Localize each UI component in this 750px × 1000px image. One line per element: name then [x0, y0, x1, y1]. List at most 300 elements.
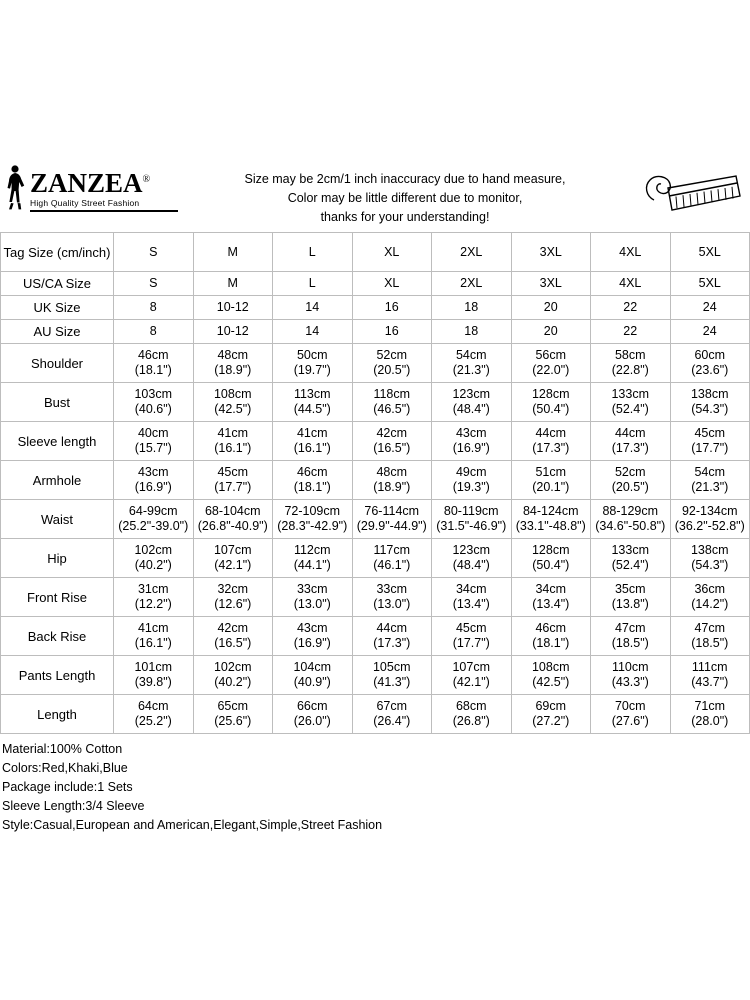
cell: [114, 320, 194, 344]
cell-inch: (13.4"): [532, 597, 570, 611]
cell: [273, 272, 353, 296]
cell: [352, 500, 432, 539]
cell-cm: 128cm: [531, 387, 570, 401]
row-header-tag-size: [1, 233, 114, 272]
cell: [432, 617, 512, 656]
row-header-uk-size: UK Size: [1, 296, 114, 320]
cell: [193, 656, 273, 695]
cell: [511, 422, 591, 461]
cell: [273, 233, 353, 272]
cell: [114, 383, 194, 422]
detail-style: Style:Casual,European and American,Elegant,Simple,Street Fashion: [2, 818, 383, 832]
cell-inch: (28.0"): [691, 714, 729, 728]
cell: [511, 344, 591, 383]
cell-inch: (52.4"): [611, 402, 649, 416]
cell-cm: 108cm: [213, 387, 252, 401]
cell: [193, 233, 273, 272]
cell: [193, 296, 273, 320]
cell: [114, 578, 194, 617]
cell: [273, 383, 353, 422]
cell-cm: 8: [149, 324, 157, 338]
cell-cm: 113cm: [293, 387, 331, 401]
cell: [352, 272, 432, 296]
cell-cm: 14: [305, 300, 320, 314]
cell-cm: M: [227, 276, 238, 290]
cell: [193, 422, 273, 461]
row-header-length: Length: [1, 695, 114, 734]
cell-inch: (16.1"): [134, 636, 172, 650]
cell-cm: M: [227, 244, 238, 259]
cell: [352, 320, 432, 344]
cell-cm: 69cm: [535, 699, 567, 713]
cell-cm: 2XL: [460, 276, 483, 290]
cell-inch: (18.1"): [134, 363, 172, 377]
cell: [193, 320, 273, 344]
cell-cm: 133cm: [611, 387, 650, 401]
cell-inch: (13.4"): [452, 597, 490, 611]
cell-cm: 68-104cm: [204, 504, 261, 518]
cell-cm: 67cm: [376, 699, 408, 713]
cell: [273, 695, 353, 734]
cell-inch: (13.8"): [611, 597, 649, 611]
cell-cm: 43cm: [296, 621, 328, 635]
cell-cm: 47cm: [694, 621, 726, 635]
cell: [273, 656, 353, 695]
detail-material: Material:100% Cotton: [2, 742, 123, 756]
size-chart-sheet: [0, 160, 750, 835]
cell: [511, 500, 591, 539]
cell-cm: 41cm: [137, 621, 169, 635]
cell-inch: (14.2"): [691, 597, 729, 611]
cell-inch: (28.3"-42.9"): [277, 519, 348, 533]
cell: [670, 461, 750, 500]
cell-cm: 18: [464, 324, 479, 338]
cell-cm: 104cm: [293, 660, 332, 674]
brand-name: [30, 166, 178, 197]
cell-cm: 5XL: [698, 276, 721, 290]
registered-mark: ®: [142, 174, 151, 185]
cell-cm: 34cm: [455, 582, 487, 596]
cell-cm: 45cm: [455, 621, 487, 635]
cell: [591, 539, 671, 578]
chart-header: [0, 160, 750, 232]
detail-package: Package include:1 Sets: [2, 780, 133, 794]
cell-cm: 44cm: [535, 426, 567, 440]
table-row: [1, 656, 750, 695]
cell: [114, 617, 194, 656]
cell-cm: 10-12: [216, 324, 249, 338]
cell-cm: 102cm: [213, 660, 252, 674]
cell-cm: 128cm: [531, 543, 570, 557]
cell-cm: 68cm: [455, 699, 487, 713]
cell-inch: (18.9"): [214, 363, 252, 377]
cell-cm: 108cm: [531, 660, 570, 674]
cell: [591, 383, 671, 422]
cell: [511, 539, 591, 578]
cell: [591, 656, 671, 695]
cell-cm: 133cm: [611, 543, 650, 557]
notice-line-3: thanks for your understanding!: [320, 210, 490, 224]
cell: [114, 422, 194, 461]
cell: [114, 344, 194, 383]
cell-inch: (17.7"): [214, 480, 252, 494]
brand-logo: [6, 164, 186, 212]
cell-inch: (46.1"): [373, 558, 411, 572]
cell: [511, 695, 591, 734]
cell-cm: 46cm: [296, 465, 328, 479]
cell-inch: (22.0"): [532, 363, 570, 377]
row-header-pants-length: Pants Length: [1, 656, 114, 695]
cell-cm: 107cm: [213, 543, 252, 557]
row-header-front-rise: Front Rise: [1, 578, 114, 617]
brand-tagline: High Quality Street Fashion: [30, 198, 140, 208]
cell: [670, 656, 750, 695]
cell-inch: (25.2"): [134, 714, 172, 728]
cell-cm: 58cm: [614, 348, 646, 362]
cell: [193, 500, 273, 539]
cell-inch: (16.1"): [293, 441, 331, 455]
cell-cm: 49cm: [455, 465, 487, 479]
cell-inch: (18.1"): [532, 636, 570, 650]
cell-cm: 20: [543, 300, 558, 314]
cell: [193, 272, 273, 296]
cell: [352, 617, 432, 656]
cell: [114, 296, 194, 320]
cell-cm: 45cm: [217, 465, 249, 479]
brand-text-block: [30, 164, 178, 212]
cell-cm: 60cm: [694, 348, 726, 362]
cell-inch: (40.9"): [293, 675, 331, 689]
cell-inch: (42.1"): [452, 675, 490, 689]
cell: [273, 617, 353, 656]
cell-cm: 54cm: [455, 348, 487, 362]
row-header-armhole: Armhole: [1, 461, 114, 500]
cell-cm: 24: [702, 300, 717, 314]
cell-inch: (20.1"): [532, 480, 570, 494]
row-label-line-1: Tag Size: [3, 244, 54, 260]
cell: [432, 578, 512, 617]
cell-cm: 52cm: [376, 348, 408, 362]
cell: [114, 500, 194, 539]
product-details: [0, 734, 750, 835]
cell-cm: 50cm: [296, 348, 328, 362]
cell: [193, 578, 273, 617]
cell: [273, 578, 353, 617]
cell-inch: (48.4"): [452, 402, 490, 416]
cell: [591, 344, 671, 383]
cell-cm: 105cm: [372, 660, 411, 674]
cell-inch: (12.6"): [214, 597, 252, 611]
cell-inch: (20.5"): [373, 363, 411, 377]
cell: [511, 461, 591, 500]
table-row: [1, 578, 750, 617]
cell-inch: (16.1"): [214, 441, 252, 455]
measurement-notice: [186, 164, 624, 227]
cell-inch: (43.7"): [691, 675, 729, 689]
cell: [193, 539, 273, 578]
cell-cm: 20: [543, 324, 558, 338]
cell-cm: 22: [623, 300, 638, 314]
table-row: [1, 617, 750, 656]
cell-inch: (46.5"): [373, 402, 411, 416]
cell-inch: (18.9"): [373, 480, 411, 494]
cell-cm: 32cm: [217, 582, 249, 596]
cell-inch: (16.5"): [214, 636, 252, 650]
cell: [670, 383, 750, 422]
cell: [432, 344, 512, 383]
table-row: [1, 422, 750, 461]
cell-cm: 14: [305, 324, 320, 338]
cell: [511, 617, 591, 656]
cell-inch: (19.3"): [452, 480, 490, 494]
cell-inch: (42.1"): [214, 558, 252, 572]
cell-inch: (20.5"): [611, 480, 649, 494]
cell-inch: (17.7"): [452, 636, 490, 650]
cell-cm: 43cm: [137, 465, 169, 479]
cell: [591, 617, 671, 656]
cell: [432, 383, 512, 422]
cell-cm: 117cm: [373, 543, 411, 557]
cell-cm: 138cm: [690, 387, 729, 401]
cell-inch: (21.3"): [691, 480, 729, 494]
cell: [352, 656, 432, 695]
cell: [114, 539, 194, 578]
cell-cm: 5XL: [698, 244, 721, 259]
cell-inch: (26.0"): [293, 714, 331, 728]
cell-cm: 76-114cm: [364, 504, 420, 518]
cell-inch: (54.3"): [691, 558, 729, 572]
size-table-body: [1, 233, 750, 734]
cell: [273, 500, 353, 539]
cell-inch: (18.5"): [691, 636, 729, 650]
cell: [511, 296, 591, 320]
cell-inch: (43.3"): [611, 675, 649, 689]
cell: [114, 233, 194, 272]
cell: [193, 344, 273, 383]
cell-inch: (50.4"): [532, 402, 570, 416]
cell: [193, 461, 273, 500]
cell-inch: (12.2"): [134, 597, 172, 611]
cell-cm: 40cm: [137, 426, 169, 440]
cell-inch: (18.5"): [611, 636, 649, 650]
cell-inch: (26.4"): [373, 714, 411, 728]
table-row: [1, 383, 750, 422]
tape-measure-icon: [624, 164, 744, 228]
cell-cm: 101cm: [134, 660, 173, 674]
cell-cm: 65cm: [217, 699, 249, 713]
cell-cm: 110cm: [611, 660, 649, 674]
cell-cm: XL: [384, 244, 400, 259]
cell: [591, 695, 671, 734]
cell-inch: (29.9"-44.9"): [356, 519, 427, 533]
cell-inch: (25.6"): [214, 714, 252, 728]
cell-cm: 2XL: [460, 244, 483, 259]
cell-cm: 34cm: [535, 582, 567, 596]
cell-inch: (18.1"): [293, 480, 331, 494]
size-table: [0, 232, 750, 734]
cell-cm: 16: [384, 324, 399, 338]
row-label-line-2: (cm/inch): [57, 244, 111, 260]
cell-inch: (26.8"-40.9"): [197, 519, 268, 533]
cell: [352, 539, 432, 578]
cell: [670, 500, 750, 539]
cell-cm: 43cm: [455, 426, 487, 440]
cell-cm: S: [149, 276, 158, 290]
cell: [591, 296, 671, 320]
cell-inch: (27.6"): [611, 714, 649, 728]
cell: [352, 296, 432, 320]
cell: [670, 422, 750, 461]
table-row: [1, 539, 750, 578]
cell-cm: 52cm: [614, 465, 646, 479]
table-row: [1, 272, 750, 296]
cell: [352, 578, 432, 617]
table-row: [1, 500, 750, 539]
cell-inch: (26.8"): [452, 714, 490, 728]
cell: [670, 695, 750, 734]
cell: [273, 296, 353, 320]
row-header-au-size: AU Size: [1, 320, 114, 344]
cell-inch: (27.2"): [532, 714, 570, 728]
cell: [511, 272, 591, 296]
cell-inch: (31.5"-46.9"): [436, 519, 507, 533]
cell-cm: 41cm: [296, 426, 328, 440]
cell: [591, 578, 671, 617]
cell: [670, 578, 750, 617]
cell-inch: (52.4"): [611, 558, 649, 572]
cell: [273, 422, 353, 461]
cell-inch: (40.6"): [134, 402, 172, 416]
cell-inch: (44.1"): [293, 558, 331, 572]
cell-inch: (22.8"): [611, 363, 649, 377]
detail-sleeve-length: Sleeve Length:3/4 Sleeve: [2, 799, 145, 813]
cell-inch: (17.3"): [532, 441, 570, 455]
cell: [352, 695, 432, 734]
cell-cm: 8: [149, 300, 157, 314]
cell-cm: 18: [464, 300, 479, 314]
brand-name-label: ZANZEA: [30, 168, 143, 198]
table-row: [1, 344, 750, 383]
cell: [670, 344, 750, 383]
cell-cm: 54cm: [694, 465, 726, 479]
cell-inch: (21.3"): [452, 363, 490, 377]
cell: [432, 461, 512, 500]
cell-inch: (33.1"-48.8"): [515, 519, 586, 533]
cell-inch: (23.6"): [691, 363, 729, 377]
cell: [114, 656, 194, 695]
cell: [352, 422, 432, 461]
cell-inch: (36.2"-52.8"): [674, 519, 745, 533]
cell-inch: (15.7"): [134, 441, 172, 455]
cell: [511, 320, 591, 344]
cell: [591, 461, 671, 500]
cell-inch: (40.2"): [214, 675, 252, 689]
cell-inch: (25.2"-39.0"): [118, 519, 189, 533]
cell-cm: 123cm: [452, 543, 491, 557]
cell-cm: L: [308, 244, 316, 259]
cell-inch: (13.0"): [293, 597, 331, 611]
cell-cm: 42cm: [376, 426, 408, 440]
cell: [432, 500, 512, 539]
cell-inch: (16.9"): [452, 441, 490, 455]
cell: [511, 656, 591, 695]
cell: [352, 383, 432, 422]
row-header-shoulder: Shoulder: [1, 344, 114, 383]
cell-inch: (16.5"): [373, 441, 411, 455]
cell: [670, 617, 750, 656]
cell: [432, 296, 512, 320]
cell-cm: 111cm: [691, 660, 728, 674]
cell: [670, 539, 750, 578]
cell: [193, 383, 273, 422]
cell: [432, 320, 512, 344]
cell-cm: 33cm: [296, 582, 328, 596]
cell-cm: 48cm: [217, 348, 249, 362]
cell-cm: 16: [384, 300, 399, 314]
cell-cm: 48cm: [376, 465, 408, 479]
cell-cm: 72-109cm: [284, 504, 341, 518]
cell-cm: 102cm: [134, 543, 173, 557]
cell-inch: (17.3"): [611, 441, 649, 455]
table-row: [1, 320, 750, 344]
cell: [511, 233, 591, 272]
cell: [511, 383, 591, 422]
cell-cm: 70cm: [614, 699, 646, 713]
cell-inch: (48.4"): [452, 558, 490, 572]
cell: [432, 422, 512, 461]
cell: [432, 272, 512, 296]
cell: [591, 320, 671, 344]
cell: [352, 461, 432, 500]
cell: [193, 617, 273, 656]
cell-cm: 64cm: [137, 699, 169, 713]
cell: [591, 422, 671, 461]
cell: [273, 320, 353, 344]
cell-cm: 92-134cm: [681, 504, 738, 518]
cell: [114, 695, 194, 734]
cell-cm: 46cm: [137, 348, 169, 362]
cell: [352, 344, 432, 383]
woman-silhouette-icon: [6, 164, 28, 208]
cell: [432, 695, 512, 734]
cell-cm: S: [149, 244, 158, 259]
cell: [193, 695, 273, 734]
cell: [273, 344, 353, 383]
cell-cm: 33cm: [376, 582, 408, 596]
cell-cm: 66cm: [296, 699, 328, 713]
row-header-waist: Waist: [1, 500, 114, 539]
cell-inch: (19.7"): [293, 363, 331, 377]
cell-inch: (41.3"): [373, 675, 411, 689]
cell-inch: (42.5"): [214, 402, 252, 416]
cell: [511, 578, 591, 617]
cell-inch: (50.4"): [532, 558, 570, 572]
cell-inch: (40.2"): [134, 558, 172, 572]
cell-cm: 46cm: [535, 621, 567, 635]
cell-cm: 118cm: [373, 387, 411, 401]
detail-colors: Colors:Red,Khaki,Blue: [2, 761, 128, 775]
cell-cm: 47cm: [614, 621, 646, 635]
cell-inch: (39.8"): [134, 675, 172, 689]
cell-cm: 138cm: [690, 543, 729, 557]
cell-cm: 10-12: [216, 300, 249, 314]
cell-cm: 107cm: [452, 660, 491, 674]
row-header-us-ca-size: US/CA Size: [1, 272, 114, 296]
cell-cm: 88-129cm: [602, 504, 659, 518]
cell: [432, 539, 512, 578]
cell: [432, 233, 512, 272]
cell: [591, 233, 671, 272]
